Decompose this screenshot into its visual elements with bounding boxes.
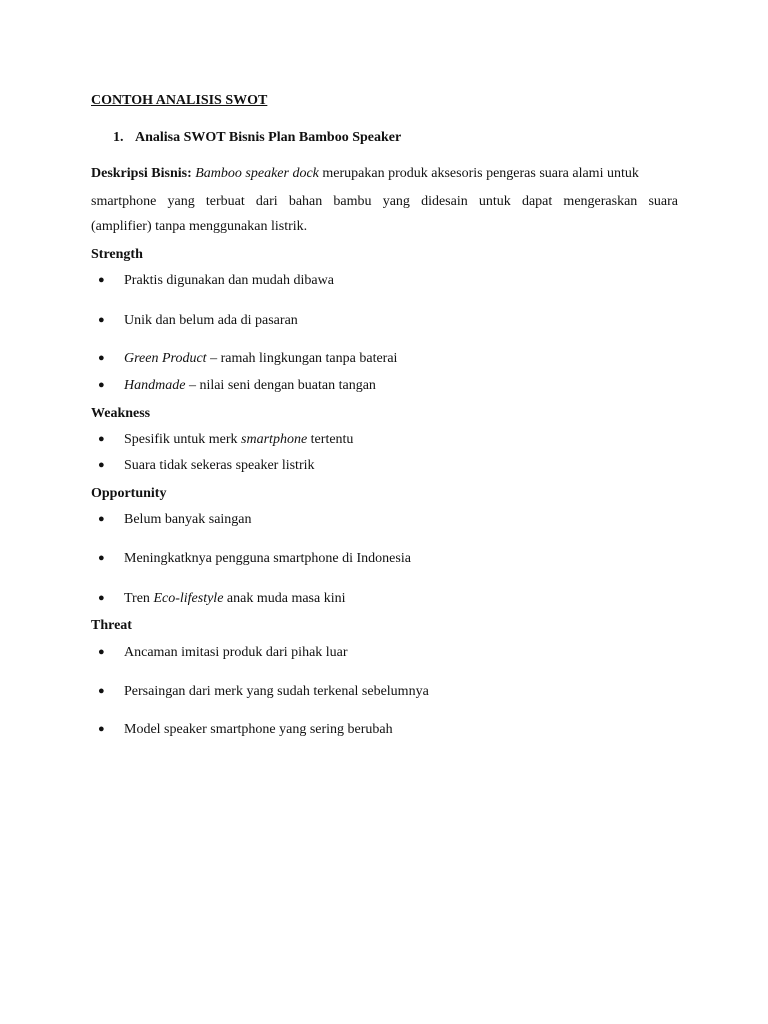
list-item-text: Ancaman imitasi produk dari pihak luar — [124, 645, 348, 660]
description-text: merupakan produk aksesoris pengeras suara alami untuk — [322, 166, 639, 181]
bullet-icon: ● — [98, 274, 105, 286]
list-item-italic: Handmade — [124, 378, 186, 393]
list-item-italic: smartphone — [241, 432, 308, 447]
list-item-text: Meningkatknya pengguna smartphone di Indonesia — [124, 551, 411, 566]
bullet-icon: ● — [98, 459, 105, 471]
list-item — [98, 458, 315, 474]
list-item-text: Belum banyak saingan — [124, 512, 252, 527]
list-item-text: anak muda masa kini — [223, 591, 346, 606]
description-product: Bamboo speaker dock — [195, 166, 319, 181]
list-item — [98, 512, 252, 528]
bullet-icon: ● — [98, 352, 105, 364]
bullet-icon: ● — [98, 552, 105, 564]
section-heading — [113, 130, 401, 146]
description-line-2: smartphone yang terbuat dari bahan bambu yang didesain untuk dapat mengeraskan suara — [91, 194, 678, 209]
bullet-icon: ● — [98, 592, 105, 604]
opportunity-heading: Opportunity — [91, 486, 167, 501]
document-title: CONTOH ANALISIS SWOT — [91, 93, 268, 108]
heading-text: Analisa SWOT Bisnis Plan Bamboo Speaker — [135, 130, 402, 145]
list-item — [98, 351, 397, 367]
list-item-text: Persaingan dari merk yang sudah terkenal sebelumnya — [124, 684, 429, 699]
bullet-icon: ● — [98, 723, 105, 735]
list-item — [98, 645, 348, 661]
list-item — [98, 591, 345, 607]
strength-heading: Strength — [91, 247, 143, 262]
list-item — [98, 378, 376, 394]
bullet-icon: ● — [98, 314, 105, 326]
list-item — [98, 551, 411, 567]
bullet-icon: ● — [98, 513, 105, 525]
description-label: Deskripsi Bisnis: — [91, 166, 192, 181]
list-item-italic: Green Product — [124, 351, 207, 366]
list-item — [98, 722, 393, 738]
list-item-text: Praktis digunakan dan mudah dibawa — [124, 273, 334, 288]
list-item-text: Suara tidak sekeras speaker listrik — [124, 458, 315, 473]
weakness-heading: Weakness — [91, 406, 151, 421]
threat-heading: Threat — [91, 618, 132, 633]
list-item-text: Tren — [124, 591, 154, 606]
list-item-text: – nilai seni dengan buatan tangan — [185, 378, 376, 393]
bullet-icon: ● — [98, 646, 105, 658]
list-item — [98, 432, 353, 448]
list-item-text: Unik dan belum ada di pasaran — [124, 313, 298, 328]
list-item — [98, 273, 334, 289]
description-line-1 — [91, 166, 678, 182]
bullet-icon: ● — [98, 379, 105, 391]
heading-number: 1. — [113, 130, 124, 145]
list-item-text: – ramah lingkungan tanpa baterai — [206, 351, 398, 366]
list-item — [98, 313, 298, 329]
list-item-italic: Eco-lifestyle — [153, 591, 224, 606]
list-item-text: tertentu — [307, 432, 354, 447]
description-line-3: (amplifier) tanpa menggunakan listrik. — [91, 219, 308, 234]
list-item-text: Model speaker smartphone yang sering berubah — [124, 722, 393, 737]
list-item — [98, 684, 429, 700]
bullet-icon: ● — [98, 433, 105, 445]
list-item-text: Spesifik untuk merk — [124, 432, 242, 447]
bullet-icon: ● — [98, 685, 105, 697]
